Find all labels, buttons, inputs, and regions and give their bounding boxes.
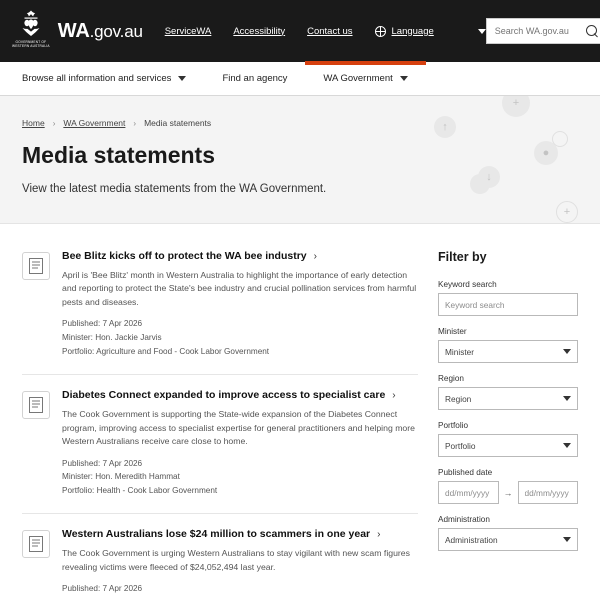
search-icon[interactable] [586,25,599,38]
chevron-down-icon [478,29,486,34]
list-item-published: Published: 7 Apr 2026 [62,584,143,594]
list-item-meta [62,582,418,596]
breadcrumb-home[interactable]: Home [22,118,45,128]
breadcrumb-separator-icon: › [52,118,56,128]
filter-keyword-field [438,280,578,316]
nav-browse-all-label: Browse all information and services [22,73,172,84]
administration-select[interactable] [438,528,578,551]
list-item-title[interactable] [62,528,418,540]
minister-select[interactable] [438,340,578,363]
nav-accessibility[interactable]: Accessibility [233,25,286,37]
nav-servicewa[interactable]: ServiceWA [164,25,212,37]
list-item-title-text: Western Australians lose $24 million to scammers in one year [62,528,371,541]
list-item-body [62,389,418,497]
list-item-portfolio: Portfolio: Agriculture and Food - Cook Labor Government [62,346,270,356]
media-statements-list [22,250,418,600]
page-title: Media statements [22,142,216,168]
filter-region-field [438,374,578,410]
list-item-description: April is 'Bee Blitz' month in Western Australia to highlight the importance of early detection and reporting to protect the State's bee industry and crucial pollination services from harmful pests and diseases. [62,270,417,307]
list-item-meta [62,317,418,358]
chevron-right-icon: › [313,250,317,262]
nav-wa-government[interactable] [305,62,425,95]
list-item[interactable] [22,250,418,375]
region-select[interactable] [438,387,578,410]
decorative-bubble: ↓ [478,166,500,188]
crest-caption: GOVERNMENT OF WESTERN AUSTRALIA [12,40,50,48]
list-item-published: Published: 7 Apr 2026 [62,458,143,468]
list-item-minister: Minister: Hon. Jackie Jarvis [62,332,162,342]
list-item-minister: Minister: Hon. Meredith Hammat [62,472,180,482]
globe-icon [375,26,386,37]
search-input[interactable] [493,25,582,37]
chevron-right-icon: › [377,528,381,540]
decorative-bubble: ↑ [434,116,456,138]
document-icon [22,391,50,419]
filter-minister-label: Minister [438,327,467,336]
breadcrumb-separator-icon: › [133,118,137,128]
nav-contact-us[interactable]: Contact us [307,25,353,37]
decorative-bubble: + [556,201,578,223]
list-item-title-text: Bee Blitz kicks off to protect the WA bee industry [62,250,307,262]
page-subtitle: View the latest media statements from the WA Government. [22,183,327,195]
filter-administration-label: Administration [438,515,490,524]
list-item-published: Published: 7 Apr 2026 [62,319,143,329]
list-item-description: The Cook Government is urging Western Australians to stay vigilant with new scam figures revealing victims were fleeced of $24,052,494 last year. [62,548,410,572]
page-hero [0,96,600,224]
list-item-description: The Cook Government is supporting the State-wide expansion of the Diabetes Connect program, improving access to specialist expertise for general practitioners and helping more Western Australians receive care close to home. [62,409,415,447]
filter-heading: Filter by [438,250,487,264]
filter-published-date-field [438,468,578,504]
list-item-meta [62,457,418,498]
document-icon [22,252,50,280]
keyword-search-input[interactable] [438,293,578,316]
language-label: Language [391,25,434,37]
filter-region-label: Region [438,374,464,383]
filter-published-date-label: Published date [438,468,493,477]
breadcrumb-wa-government[interactable]: WA Government [63,118,126,128]
portfolio-select[interactable] [438,434,578,457]
filter-portfolio-label: Portfolio [438,421,469,430]
list-item-title[interactable] [62,389,418,401]
site-wordmark[interactable]: WA.gov.au [57,19,143,42]
list-item-body [62,528,418,596]
list-item[interactable] [22,389,418,514]
nav-wa-government-label: WA Government [323,73,393,84]
list-item-title[interactable] [62,250,418,262]
filter-portfolio-field [438,421,578,457]
decorative-bubble: ● [534,141,558,165]
date-from-input[interactable] [438,481,499,504]
list-item-portfolio: Portfolio: Health - Cook Labor Government [62,485,218,495]
list-item-title-text: Diabetes Connect expanded to improve access to specialist care [62,389,386,402]
filter-keyword-label: Keyword search [438,280,497,289]
date-range [438,481,578,504]
filter-panel [438,250,578,600]
arrow-right-icon: → [503,487,513,498]
utility-nav [165,26,486,37]
page-content [0,224,600,600]
language-selector[interactable] [375,26,486,37]
filter-minister-field [438,327,578,363]
nav-browse-all[interactable] [22,62,204,95]
site-header [0,0,600,62]
date-to-input[interactable] [518,481,579,504]
filter-administration-field [438,515,578,551]
decorative-bubble: + [502,96,530,117]
primary-nav [0,62,600,96]
breadcrumb [22,118,578,128]
list-item[interactable] [22,528,418,600]
chevron-right-icon: › [392,389,396,401]
site-search[interactable] [486,18,600,44]
list-item-body [62,250,418,358]
nav-find-an-agency[interactable] [204,62,305,95]
chevron-down-icon [400,76,408,81]
chevron-down-icon [178,76,186,81]
breadcrumb-current: Media statements [144,118,212,128]
nav-find-an-agency-label: Find an agency [222,73,288,84]
document-icon [22,530,50,558]
wa-government-crest [12,9,50,53]
